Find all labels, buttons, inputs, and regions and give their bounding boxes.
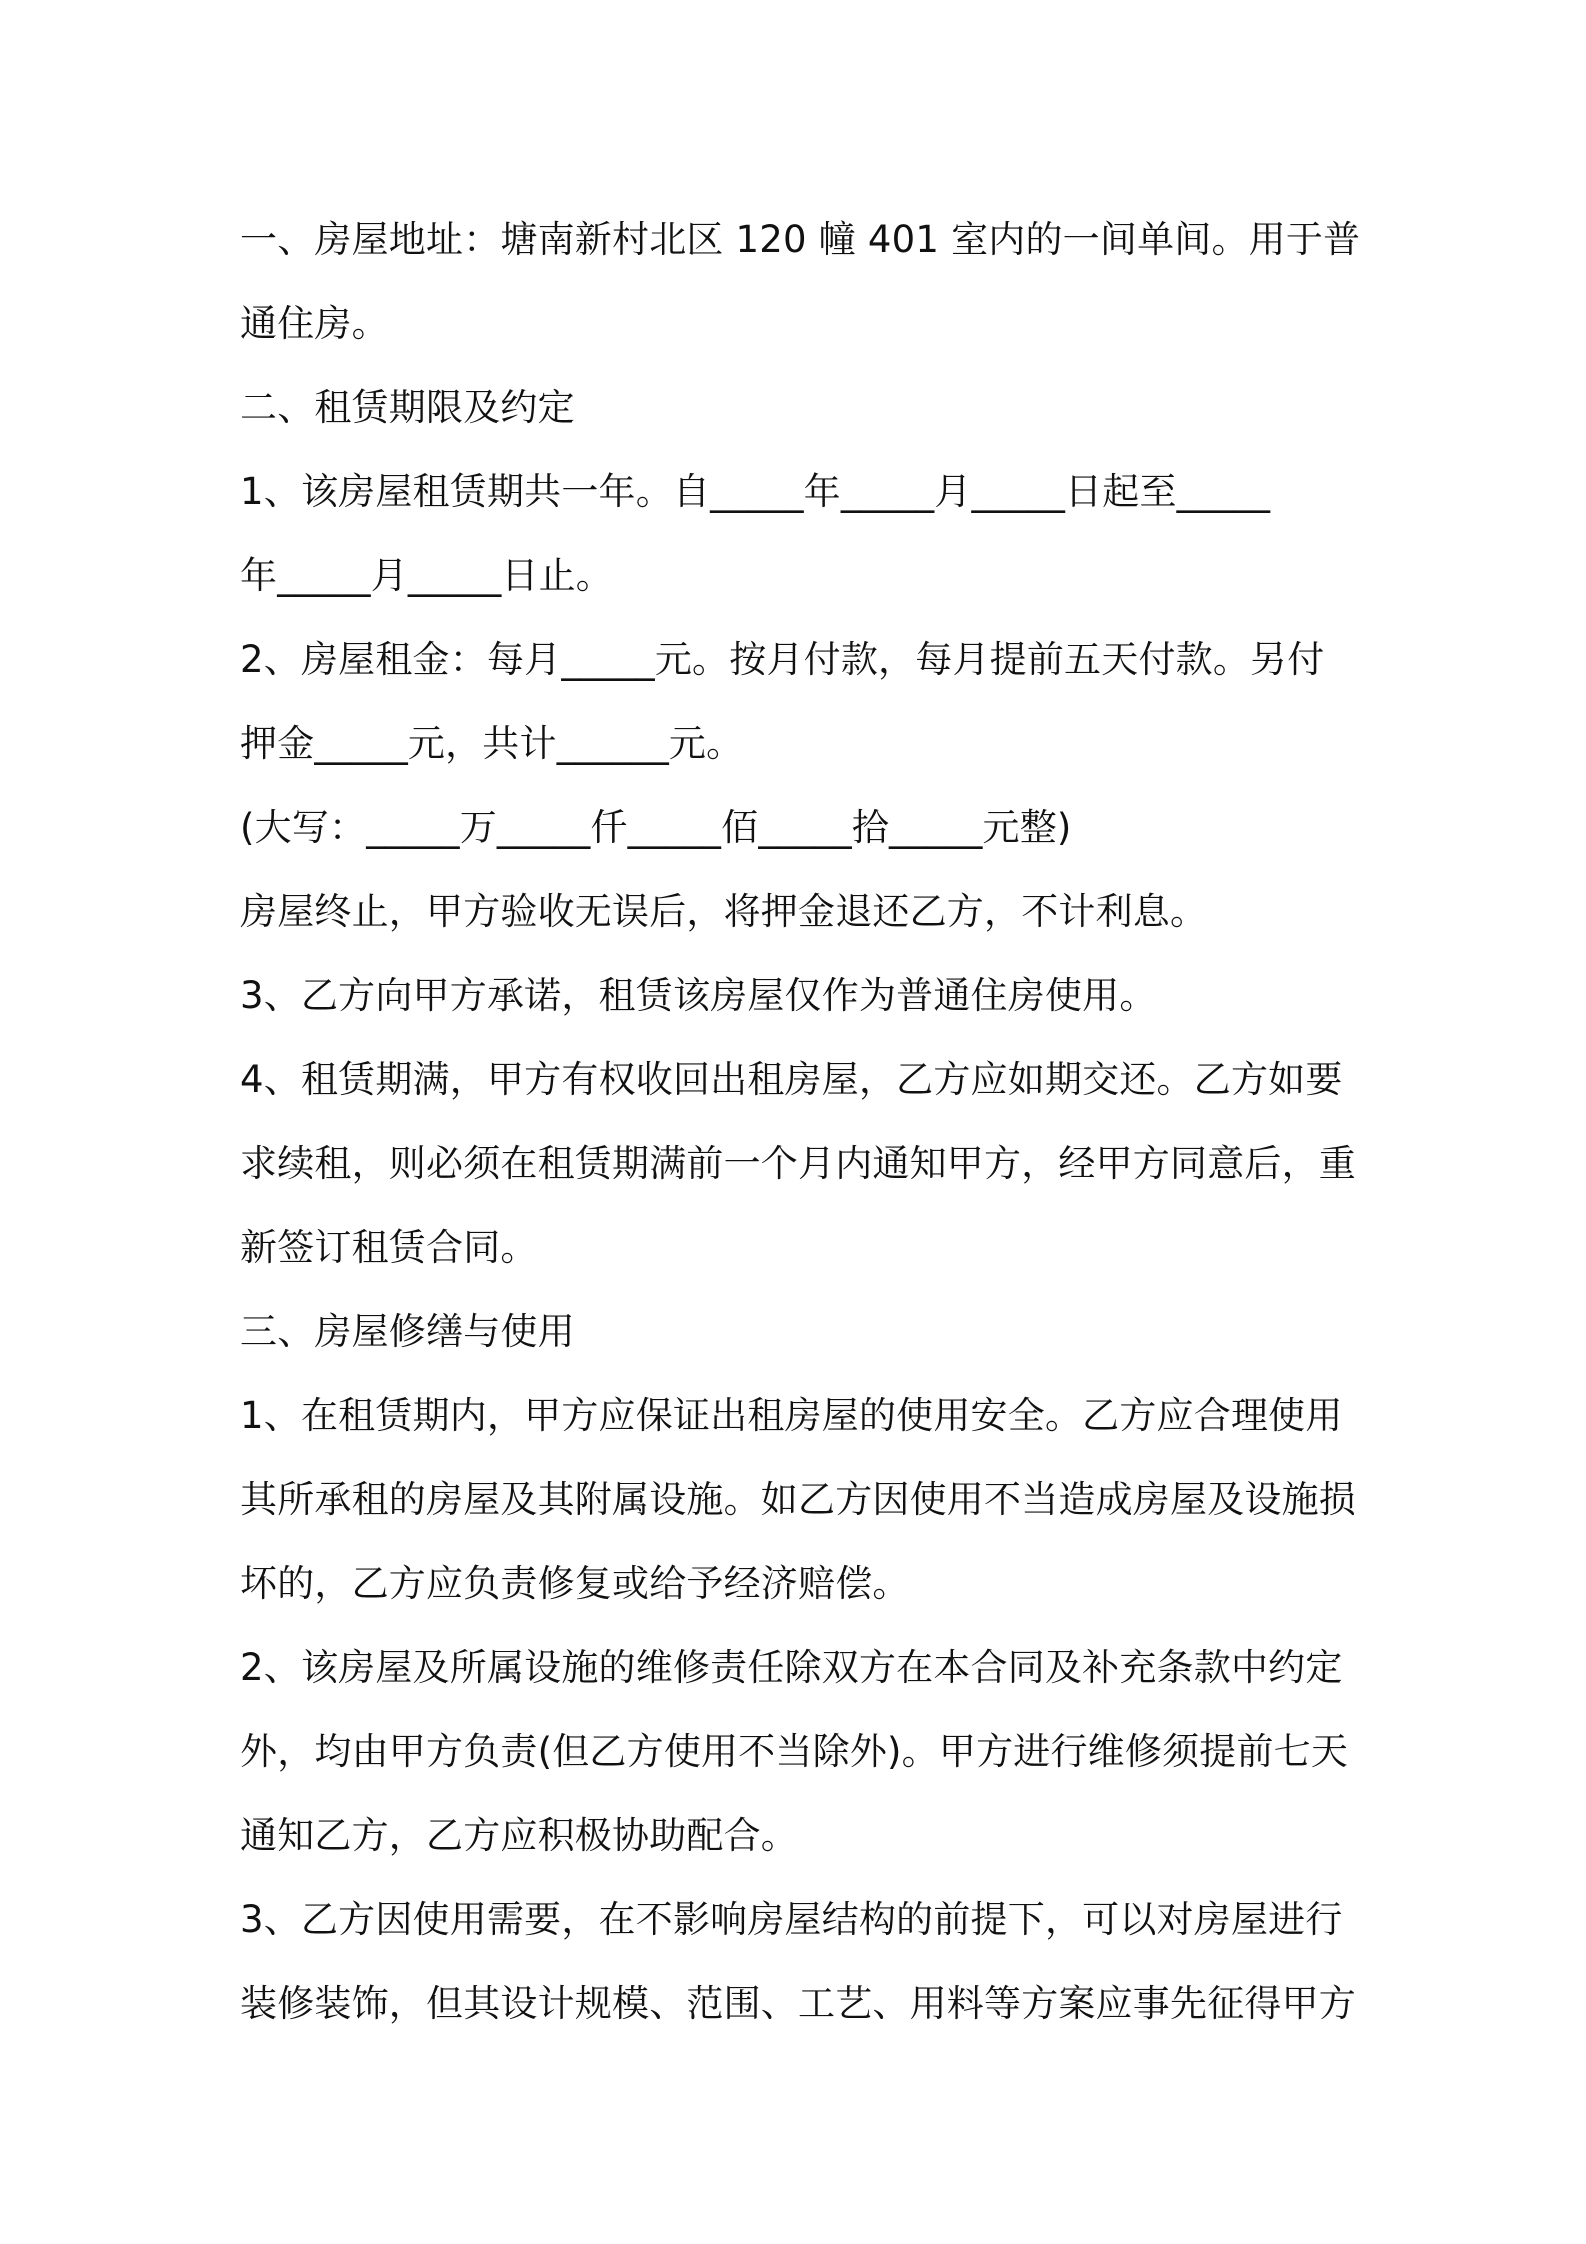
clause-2-2-deposit: 押金_____元，共计______元。 [240,722,744,765]
section-3-heading: 三、房屋修缮与使用 [240,1310,575,1353]
section-1-address-cont: 通住房。 [240,302,389,345]
clause-2-3-usage: 3、乙方向甲方承诺，租赁该房屋仅作为普通住房使用。 [240,974,1157,1017]
clause-3-1-safety-cont: 其所承租的房屋及其附属设施。如乙方因使用不当造成房屋及设施损 [240,1478,1356,1521]
clause-3-1-safety-end: 坏的，乙方应负责修复或给予经济赔偿。 [240,1562,910,1605]
clause-2-2-rent: 2、房屋租金：每月_____元。按月付款，每月提前五天付款。另付 [240,638,1325,681]
clause-2-2-amount-in-words: (大写：_____万_____仟_____佰_____拾_____元整) [240,806,1072,849]
clause-2-1-term: 1、该房屋租赁期共一年。自_____年_____月_____日起至_____ [240,470,1271,513]
clause-2-4-expiry-cont: 求续租，则必须在租赁期满前一个月内通知甲方，经甲方同意后，重 [240,1142,1356,1185]
clause-3-3-renovation-cont: 装修装饰，但其设计规模、范围、工艺、用料等方案应事先征得甲方 [240,1982,1356,2025]
document-body [240,198,1360,2046]
clause-3-2-repair-end: 通知乙方，乙方应积极协助配合。 [240,1814,798,1857]
clause-3-2-repair: 2、该房屋及所属设施的维修责任除双方在本合同及补充条款中约定 [240,1646,1343,1689]
clause-2-1-term-cont: 年_____月_____日止。 [240,554,613,597]
clause-3-2-repair-cont: 外，均由甲方负责(但乙方使用不当除外)。甲方进行维修须提前七天 [240,1730,1349,1773]
clause-2-4-expiry-end: 新签订租赁合同。 [240,1226,538,1269]
clause-2-2-refund: 房屋终止，甲方验收无误后，将押金退还乙方，不计利息。 [240,890,1208,933]
clause-3-3-renovation: 3、乙方因使用需要，在不影响房屋结构的前提下，可以对房屋进行 [240,1898,1343,1941]
clause-3-1-safety: 1、在租赁期内，甲方应保证出租房屋的使用安全。乙方应合理使用 [240,1394,1343,1437]
clause-2-4-expiry: 4、租赁期满，甲方有权收回出租房屋，乙方应如期交还。乙方如要 [240,1058,1343,1101]
section-1-address: 一、房屋地址：塘南新村北区 120 幢 401 室内的一间单间。用于普 [240,218,1361,261]
section-2-heading: 二、租赁期限及约定 [240,386,575,429]
